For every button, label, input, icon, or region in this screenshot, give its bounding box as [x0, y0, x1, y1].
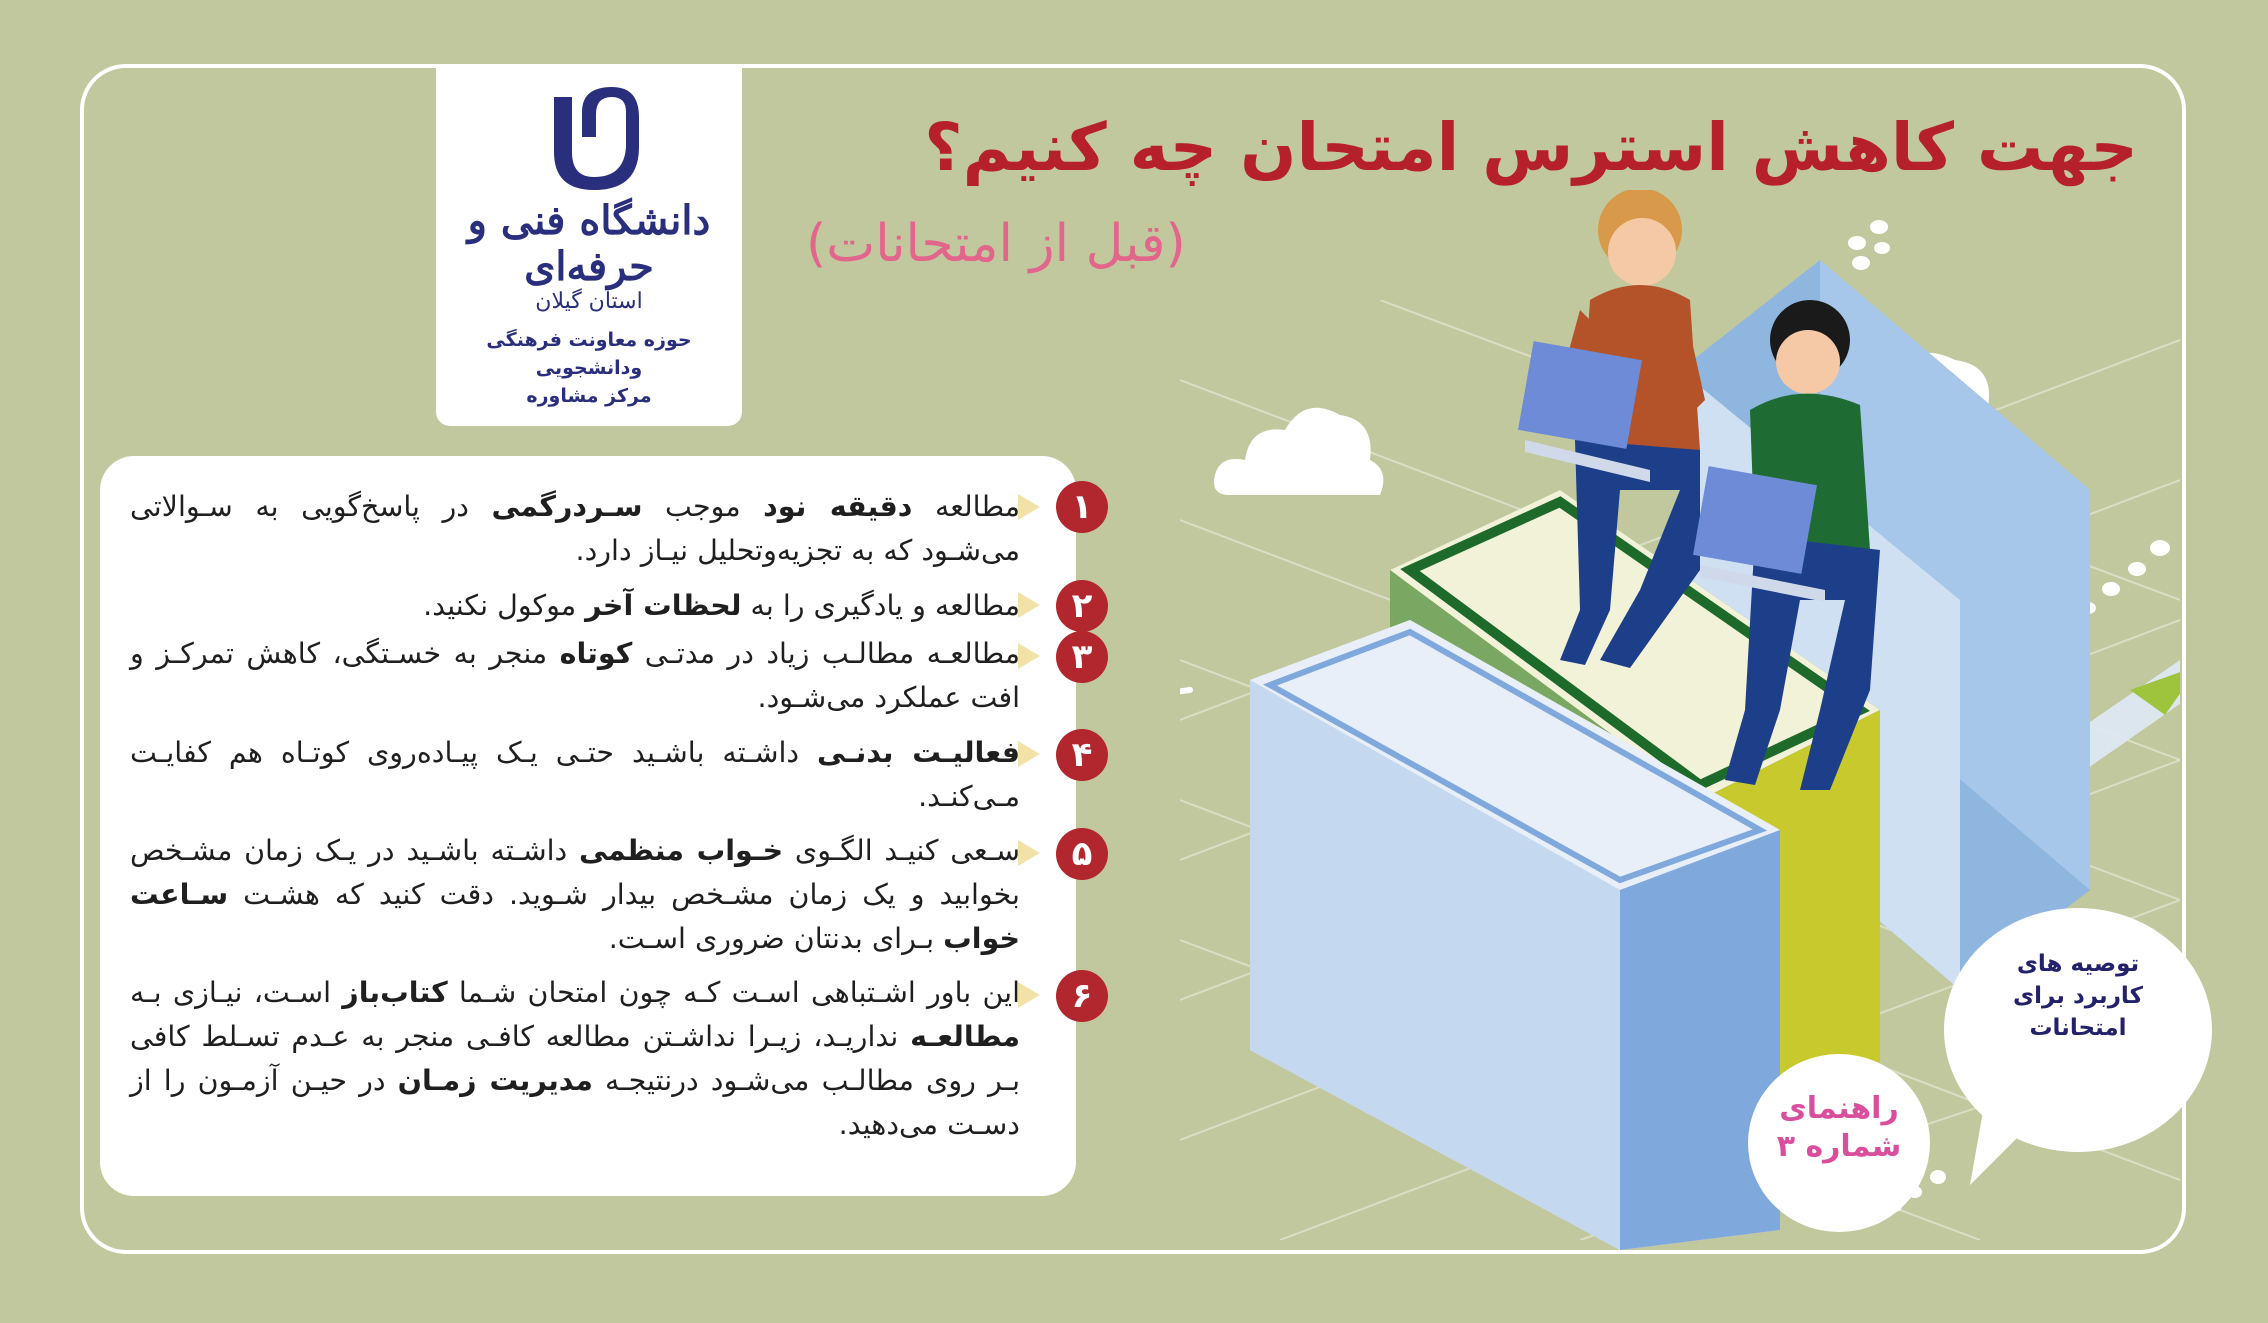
tip-number-badge: ۶ — [1056, 970, 1108, 1022]
tip-keyword: مدیریت زمـان — [397, 1064, 593, 1097]
tip-number-badge: ۲ — [1056, 580, 1108, 632]
speech-bubble-tail-icon — [1965, 1100, 2045, 1190]
tip-pointer-icon — [1018, 840, 1040, 866]
tip-text-segment: در حیـن آزمـون را از دسـت می‌دهید. — [130, 1064, 1020, 1141]
page-title: جهت کاهش استرس امتحان چه کنیم؟ — [924, 109, 2138, 186]
tip-text-segment: در پاسخ‌گویی به سـوالاتی می‌شـود که به تجزیه‌وتحلیل نیـاز دارد. — [130, 490, 1020, 567]
university-logo-card — [436, 64, 742, 426]
tip-keyword: کتاب‌باز — [342, 976, 448, 1009]
tip-keyword: کوتاه — [559, 637, 633, 670]
recommendations-line-2: کاربرد برای — [2013, 983, 2143, 1009]
tip-text-segment: منجر به خسـتگی، کاهش تمرکـز و افت عملکرد می‌شـود. — [130, 637, 1020, 714]
tip-text-segment: داشـته باشـید در یـک زمان مشـخص بخوابید و یک زمان مشـخص بیدار شـوید. دقت کنید که هشـت — [130, 834, 1020, 911]
tip-text-segment: موجب — [642, 490, 764, 523]
tip-text-segment: سـعی کنیـد الگـوی — [783, 834, 1020, 867]
tip-number-badge: ۳ — [1056, 631, 1108, 683]
university-name: دانشگاه فنی و حرفه‌ای — [467, 197, 711, 290]
tip-keyword: مطالعـه — [910, 1020, 1020, 1053]
tip-text — [130, 971, 1020, 1147]
tip-text-segment: بـرای بدنتان ضروری اسـت. — [608, 922, 944, 955]
tip-keyword: سـاعت خواب — [130, 878, 1020, 955]
tip-pointer-icon — [1018, 494, 1040, 520]
tip-text — [130, 829, 1020, 961]
tip-pointer-icon — [1018, 643, 1040, 669]
tip-number-badge: ۱ — [1056, 481, 1108, 533]
tip-text — [130, 731, 1020, 819]
tip-text-segment: مطالعـه مطالـب زیاد در مدتـی — [632, 637, 1020, 670]
tip-text-segment: داشـته باشـید حتـی یـک پیـاده‌روی کوتـاه هم کفایـت مـی‌کنـد. — [130, 736, 1020, 813]
tip-text-segment: نداریـد، زیـرا نداشـتن مطالعه کافـی منجر به عـدم تسـلط کافی بـر روی مطالـب می‌شـود درنتیجـه — [130, 1020, 1021, 1097]
guide-line-1: راهنمای — [1779, 1091, 1899, 1126]
tip-keyword: لحظات آخر — [585, 589, 742, 622]
tip-text-segment: اسـت، نیـازی بـه — [130, 976, 343, 1009]
guide-line-2: شماره ۳ — [1776, 1129, 1902, 1164]
tip-text-segment: این باور اشـتباهی اسـت کـه چون امتحان شـما — [447, 976, 1020, 1009]
department-line-2: مرکز مشاوره — [526, 385, 652, 407]
tip-keyword: خـواب منظمی — [578, 834, 784, 867]
recommendations-line-1: توصیه های — [2016, 951, 2140, 977]
recommendations-line-3: امتحانات — [2029, 1015, 2127, 1041]
department-line-1: حوزه معاونت فرهنگی ودانشجویی — [486, 329, 692, 379]
tip-number-badge: ۵ — [1056, 828, 1108, 880]
tip-pointer-icon — [1018, 982, 1040, 1008]
university-logo-icon — [534, 82, 644, 192]
tip-text — [130, 584, 1020, 628]
tip-number-badge: ۴ — [1056, 729, 1108, 781]
tip-text-segment: مطالعه — [912, 490, 1020, 523]
tip-pointer-icon — [1018, 741, 1040, 767]
tip-text — [130, 632, 1020, 720]
guide-label — [1752, 1090, 1926, 1166]
tip-pointer-icon — [1018, 592, 1040, 618]
tip-text-segment: موکول نکنید. — [423, 589, 586, 622]
tip-keyword: فعالیـت بدنـی — [817, 736, 1021, 769]
page-subtitle: (قبل از امتحانات) — [806, 214, 1186, 274]
recommendations-label — [1952, 948, 2204, 1044]
tip-keyword: دقیقه نود — [763, 490, 913, 523]
tip-text-segment: مطالعه و یادگیری را به — [741, 589, 1020, 622]
tip-keyword: سـردرگمی — [491, 490, 643, 523]
university-province: استان گیلان — [535, 289, 643, 314]
